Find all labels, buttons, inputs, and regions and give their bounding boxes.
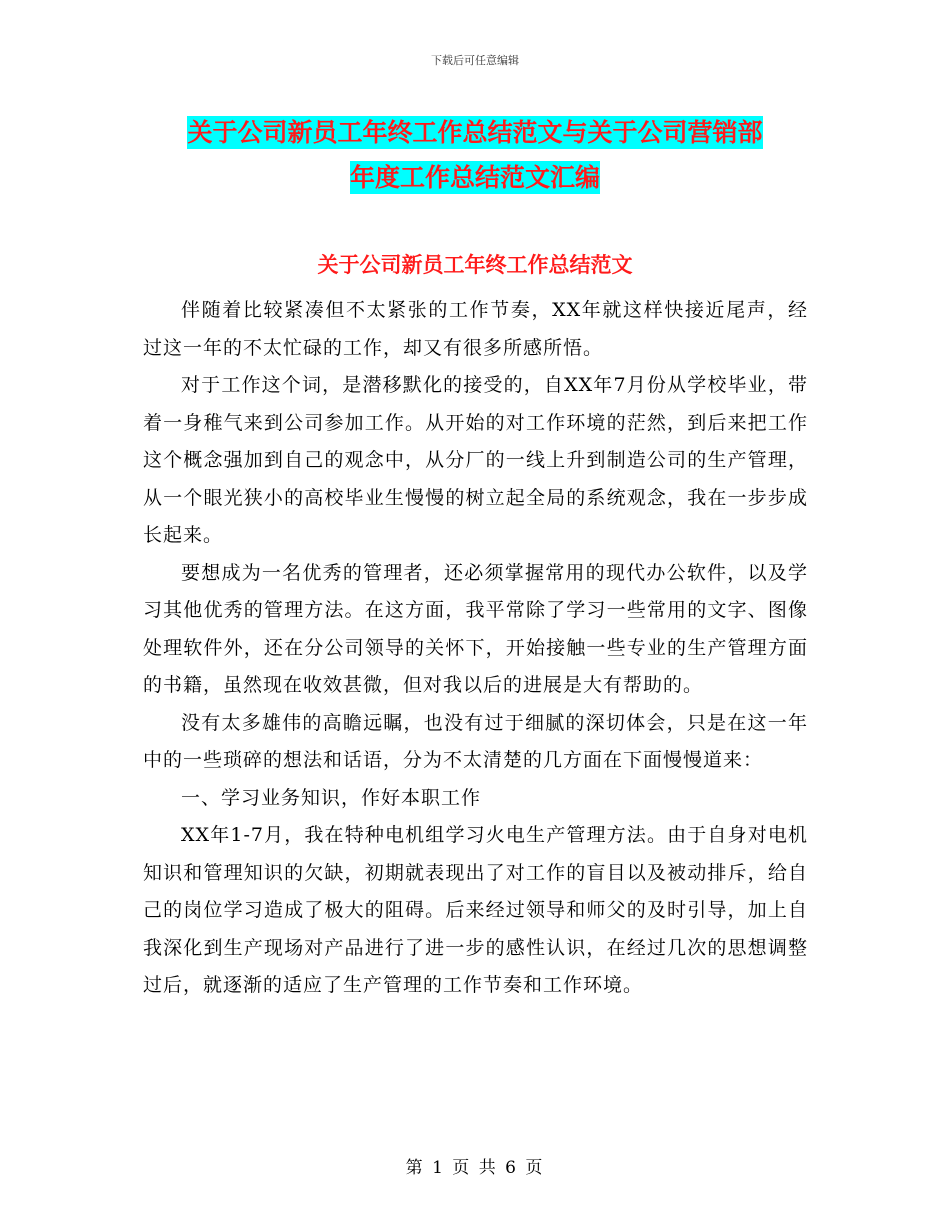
paragraph: XX年1-7月，我在特种电机组学习火电生产管理方法。由于自身对电机知识和管理知识的欠缺，初期就表现出了对工作的盲目以及被动排斥，给自己的岗位学习造成了极大的阻碍。后来经过领导和师父的及时引导，加上自我深化到生产现场对产品进行了进一步的感性认识，在经过几次的思想调整过后，就逐渐的适应了生产管理的工作节奏和工作环境。 [143,824,808,996]
paragraph: 对于工作这个词，是潜移默化的接受的，自XX年7月份从学校毕业，带着一身稚气来到公司参加工作。从开始的对工作环境的茫然，到后来把工作这个概念强加到自己的观念中，从分厂的一线上升到制造公司的生产管理，从一个眼光狭小的高校毕业生慢慢的树立起全局的系统观念，我在一步步成长起来。 [143,374,808,546]
header-note: 下载后可任意编辑 [431,54,519,67]
document-title-line-2: 年度工作总结范文汇编 [349,163,600,192]
document-title-line-1: 关于公司新员工年终工作总结范文与关于公司营销部 [187,118,763,147]
paragraph: 要想成为一名优秀的管理者，还必须掌握常用的现代办公软件，以及学习其他优秀的管理方法。在这方面，我平常除了学习一些常用的文字、图像处理软件外，还在分公司领导的关怀下，开始接触一些专业的生产管理方面的书籍，虽然现在收效甚微，但对我以后的进展是大有帮助的。 [143,561,808,696]
paragraph: 伴随着比较紧凑但不太紧张的工作节奏，XX年就这样快接近尾声，经过这一年的不太忙碌的工作，却又有很多所感所悟。 [143,299,808,359]
paragraph: 没有太多雄伟的高瞻远瞩，也没有过于细腻的深切体会，只是在这一年中的一些琐碎的想法和话语，分为不太清楚的几方面在下面慢慢道来： [143,711,808,771]
subheading: 一、学习业务知识，作好本职工作 [181,786,482,809]
document-title [0,110,950,200]
body-text [143,292,808,1005]
section-title: 关于公司新员工年终工作总结范文 [317,253,633,277]
page-footer: 第 1 页 共 6 页 [405,1158,545,1178]
